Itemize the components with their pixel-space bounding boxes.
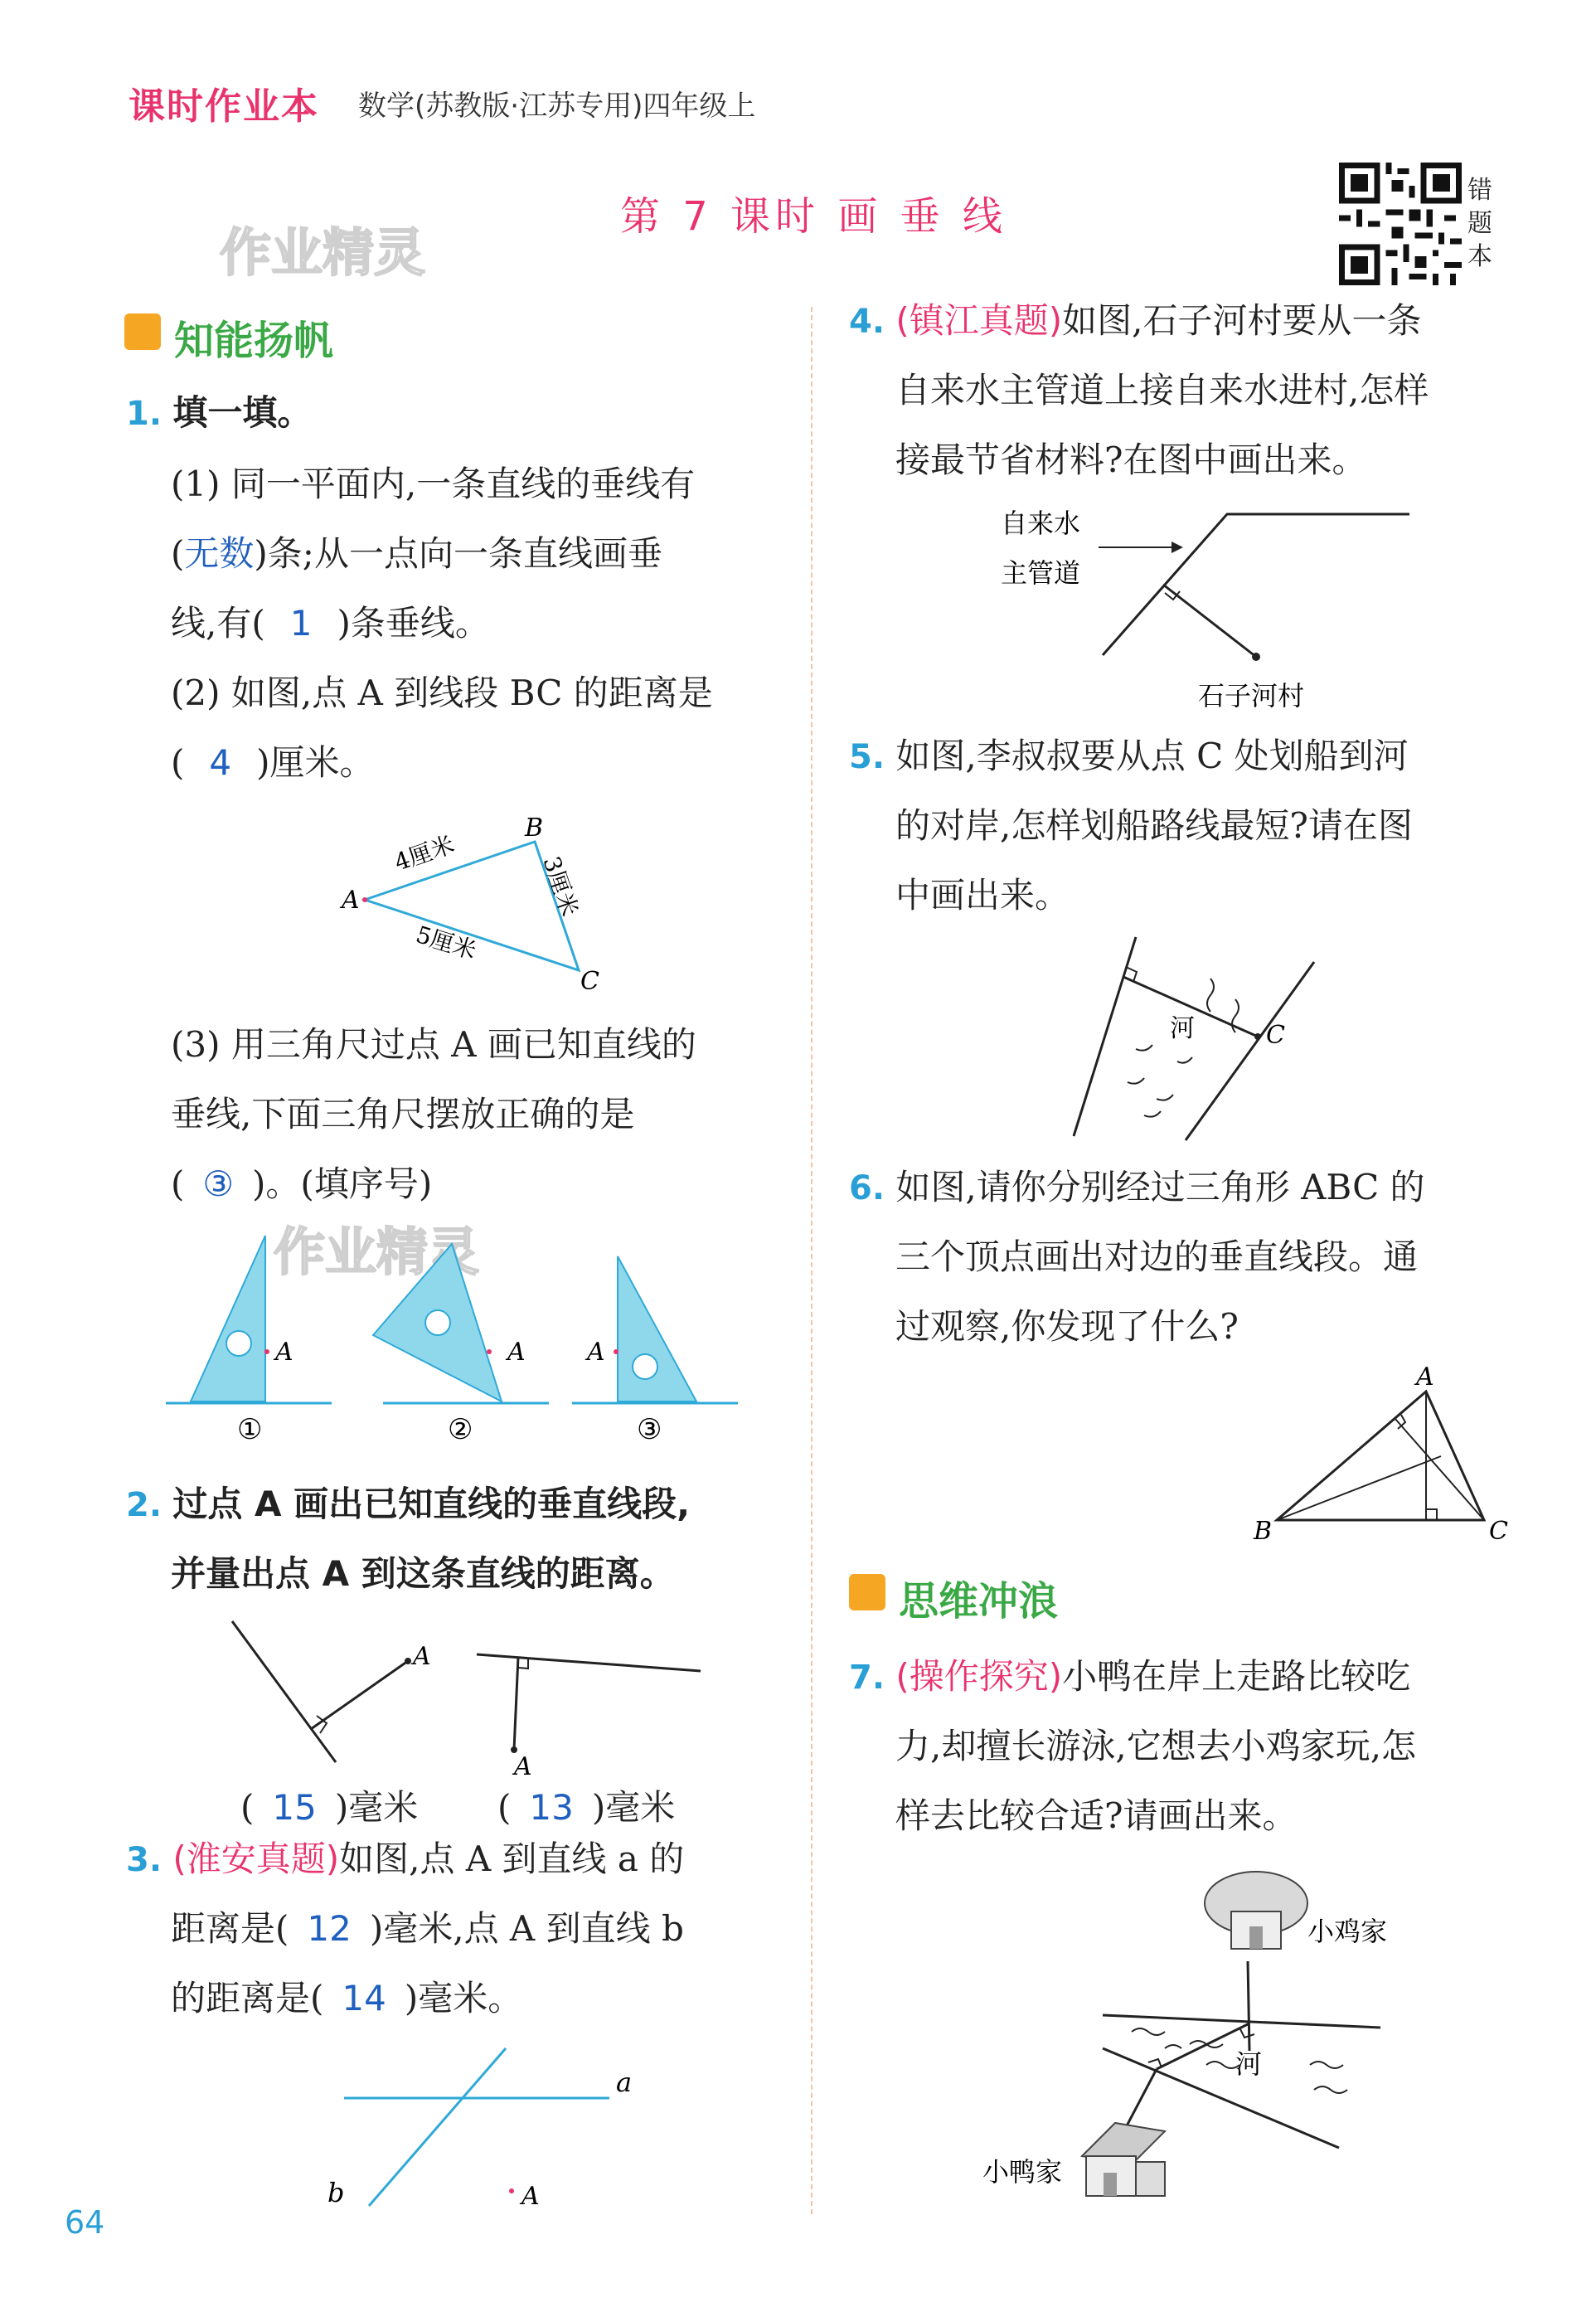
q1-p2-line2-rest: )厘米。 — [256, 742, 375, 783]
label-river: 河 — [1170, 1014, 1195, 1043]
label-line-b: b — [327, 2177, 345, 2208]
q1-p3-line3 — [171, 1149, 432, 1219]
triangle-abc-figure — [332, 809, 614, 999]
q1-p1-line3-rest: )条垂线。 — [337, 603, 490, 644]
label-a-2: A — [507, 1338, 526, 1367]
q1-answer-3[interactable]: 4 — [209, 742, 232, 783]
q7-line1 — [849, 1642, 1410, 1712]
point-c — [1254, 1033, 1261, 1040]
line-b — [369, 2048, 506, 2206]
label-chick-home: 小鸡家 — [1307, 1916, 1388, 1947]
q6-line1 — [849, 1153, 1425, 1223]
q1-number: 1. — [126, 395, 163, 433]
q5-line2: 的对岸,怎样划船路线最短?请在图 — [895, 805, 1413, 846]
set-square-hole-3 — [633, 1354, 657, 1379]
triangle-abc — [1277, 1392, 1484, 1520]
q5-number: 5. — [849, 738, 885, 776]
q1-p3-line3-rest: )。(填序号) — [252, 1163, 433, 1204]
label-b: B — [1254, 1517, 1273, 1546]
option-2-label: ② — [448, 1413, 473, 1446]
paren-open: ( — [240, 1787, 255, 1828]
label-c: C — [580, 967, 599, 996]
q1-p3-line1: (3) 用三角尺过点 A 画已知直线的 — [171, 1024, 696, 1065]
q7-right-angle-1 — [1239, 2028, 1254, 2038]
label-river: 河 — [1235, 2048, 1263, 2080]
arrow-head-icon — [1172, 542, 1183, 553]
q1-p3-line2: 垂线,下面三角尺摆放正确的是 — [171, 1094, 635, 1134]
q1-p1-line3-pre: 线,有( — [171, 603, 265, 644]
q3-text-2: 距离是( — [171, 1908, 289, 1949]
q3-line2 — [171, 1894, 684, 1964]
q4-tag: (镇江真题) — [895, 300, 1063, 341]
point-a-2 — [487, 1349, 492, 1354]
q2-line2: 并量出点 A 到这条直线的距离。 — [171, 1553, 675, 1594]
q3-figure — [327, 2040, 643, 2222]
q2-line-1 — [232, 1621, 336, 1762]
error-book-label: 错题本 — [1467, 176, 1492, 271]
paren-open: ( — [171, 1163, 185, 1204]
duck-house-icon — [1082, 2123, 1165, 2196]
label-a-3: A — [587, 1338, 605, 1367]
q3-answer-2[interactable]: 14 — [342, 1978, 386, 2018]
page-number: 64 — [65, 2204, 105, 2241]
q4-line3: 接最节省材料?在图中画出来。 — [895, 440, 1367, 480]
q4-line1 — [849, 286, 1422, 357]
q7-line2: 力,却擅长游泳,它想去小鸡家玩,怎 — [895, 1726, 1417, 1766]
option-3[interactable] — [572, 1256, 738, 1446]
q7-number: 7. — [849, 1659, 885, 1697]
q1-answer-4[interactable]: ③ — [202, 1163, 235, 1204]
q6-text-1: 如图,请你分别经过三角形 ABC 的 — [895, 1167, 1425, 1207]
label-line-a: a — [616, 2067, 633, 2098]
q3-point-a — [509, 2188, 514, 2193]
main-pipe — [1103, 514, 1409, 655]
set-square-hole-1 — [226, 1331, 251, 1356]
point-a-1 — [264, 1349, 269, 1354]
label-bc-length: 3厘米 — [537, 852, 584, 920]
q5-line3: 中画出来。 — [895, 875, 1070, 916]
q2-answer-1[interactable]: 15 — [272, 1787, 317, 1828]
q3-answer-1[interactable]: 12 — [307, 1908, 352, 1949]
point-a-dot — [362, 897, 367, 902]
section-title-siwei: 思维冲浪 — [899, 1578, 1059, 1625]
label-duck-home: 小鸭家 — [982, 2156, 1063, 2188]
q3-text-4: 的距离是( — [171, 1978, 324, 2018]
q3-text-3: )毫米,点 A 到直线 b — [369, 1908, 684, 1949]
q2-label-a-2: A — [514, 1752, 532, 1779]
section-title-zhineng: 知能扬帆 — [174, 318, 334, 364]
q6-line3: 过观察,你发现了什么? — [895, 1306, 1239, 1347]
q2-answer-2[interactable]: 13 — [529, 1787, 574, 1828]
paren-open: ( — [497, 1787, 512, 1828]
option-3-label: ③ — [637, 1413, 662, 1446]
q4-line2: 自来水主管道上接自来水进村,怎样 — [895, 370, 1429, 410]
q2-label-a-1: A — [413, 1642, 431, 1671]
q2-line-2 — [477, 1654, 701, 1671]
q1-p2-line2 — [171, 728, 375, 798]
brand-title: 课时作业本 — [129, 85, 319, 128]
option-1-label: ① — [237, 1413, 263, 1446]
label-ab-length: 4厘米 — [391, 830, 458, 877]
q3-tag: (淮安真题) — [172, 1839, 340, 1879]
q4-figure — [991, 498, 1438, 721]
q6-number: 6. — [849, 1169, 885, 1207]
label-a: A — [342, 886, 360, 915]
q1-p1-line2-rest: )条;从一点向一条直线画垂 — [254, 533, 662, 574]
watermark: 作业精灵 — [220, 222, 426, 283]
q7-figure — [982, 1845, 1447, 2218]
q3-line3 — [171, 1964, 522, 2033]
q3-line1 — [126, 1824, 684, 1895]
q7-line3: 样去比较合适?请画出来。 — [895, 1795, 1298, 1836]
q3-text-1: 如图,点 A 到直线 a 的 — [339, 1839, 685, 1879]
water-ripples — [1128, 979, 1239, 1117]
q2-unit-1: )毫米 — [334, 1787, 419, 1828]
q1-answer-2[interactable]: 1 — [289, 603, 313, 644]
q4-number: 4. — [849, 303, 885, 341]
option-1[interactable] — [166, 1236, 332, 1446]
q7-text-1: 小鸭在岸上走路比较吃 — [1062, 1656, 1411, 1697]
q2-perpendicular-2 — [514, 1657, 518, 1750]
q2-unit-2: )毫米 — [591, 1787, 676, 1828]
mushroom-house-icon — [1205, 1872, 1307, 1949]
q1-answer-1[interactable]: 无数 — [184, 533, 255, 574]
q5-text-1: 如图,李叔叔要从点 C 处划船到河 — [895, 736, 1409, 776]
label-ac-length: 5厘米 — [412, 920, 480, 965]
option-2[interactable] — [373, 1244, 549, 1446]
q2-perpendicular-1 — [311, 1661, 408, 1729]
q2-number: 2. — [126, 1486, 163, 1524]
column-divider — [811, 307, 813, 2214]
q5-line1 — [849, 721, 1409, 792]
label-c: C — [1489, 1517, 1508, 1546]
q2-figures — [224, 1613, 738, 1779]
set-square-3 — [618, 1256, 696, 1401]
q2-right-angle-2 — [518, 1659, 528, 1669]
label-c: C — [1266, 1021, 1285, 1050]
q1-title: 填一填。 — [172, 392, 313, 433]
q7-right-angle-2 — [1148, 2059, 1162, 2067]
q1-p2-line1: (2) 如图,点 A 到线段 BC 的距离是 — [171, 673, 713, 713]
q1-heading — [126, 378, 312, 449]
label-a: A — [1416, 1367, 1434, 1392]
label-a-1: A — [275, 1338, 293, 1367]
village-point — [1252, 653, 1260, 661]
q1-p1-line3 — [171, 589, 490, 658]
paren-open: ( — [171, 533, 185, 574]
book-subtitle: 数学(苏教版·江苏专用)四年级上 — [358, 90, 756, 123]
altitude-b — [1277, 1456, 1441, 1520]
watermark: 作业精灵 — [274, 1222, 480, 1282]
label-b: B — [525, 814, 544, 843]
label-pipe-2: 主管道 — [1001, 557, 1081, 589]
paren-open: ( — [171, 742, 185, 783]
point-a-3 — [614, 1349, 619, 1354]
label-pipe-1: 自来水 — [1001, 508, 1081, 539]
river-bank-top — [1103, 2015, 1380, 2028]
q1-p1-line2 — [171, 519, 662, 589]
q3-text-5: )毫米。 — [404, 1978, 523, 2018]
q6-figure — [1244, 1367, 1517, 1549]
q2-text-1: 过点 A 画出已知直线的垂直线段, — [172, 1484, 691, 1524]
label-village: 石子河村 — [1198, 680, 1305, 712]
q2-point-1 — [405, 1658, 411, 1664]
walk-path-to-chick — [1248, 1961, 1249, 2051]
q6-line2: 三个顶点画出对边的垂直线段。通 — [895, 1236, 1419, 1277]
q7-tag: (操作探究) — [895, 1656, 1063, 1697]
q5-figure — [1065, 929, 1364, 1153]
set-square-options — [166, 1227, 779, 1460]
q3-number: 3. — [126, 1841, 163, 1879]
set-square-1 — [191, 1236, 265, 1401]
lesson-title: 第 7 课时 画 垂 线 — [620, 193, 1007, 240]
q4-text-1: 如图,石子河村要从一条 — [1062, 300, 1422, 341]
wave-icon — [849, 1574, 885, 1610]
q1-p1-line1: (1) 同一平面内,一条直线的垂线有 — [171, 464, 696, 504]
river-bank-2 — [1186, 962, 1314, 1140]
qr-code-icon[interactable] — [1339, 163, 1462, 285]
q3-label-a: A — [521, 2182, 540, 2211]
q2-line1 — [126, 1469, 690, 1540]
sail-icon — [124, 313, 161, 350]
set-square-hole-2 — [425, 1310, 450, 1335]
q6-right-angle-1 — [1426, 1509, 1437, 1520]
